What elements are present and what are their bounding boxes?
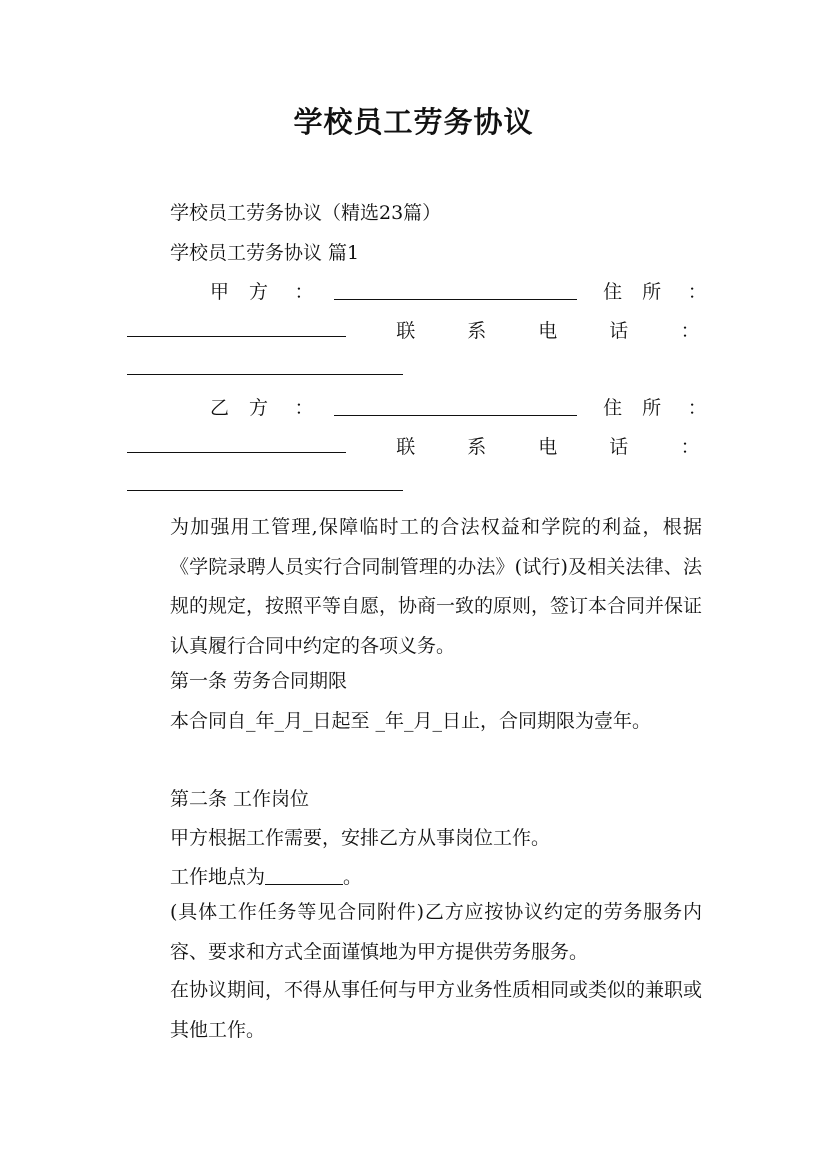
party-a-address-field (127, 316, 346, 337)
party-b-address-field (127, 432, 346, 453)
article-2-title: 第二条 工作岗位 (170, 788, 310, 810)
article-1-text: 本合同自_年_月_日起至 _年_月_日止，合同期限为壹年。 (170, 710, 652, 732)
party-b-address-colon: ： (687, 397, 707, 419)
party-a-address-label: 住所 (603, 281, 682, 303)
party-b-address-label: 住所 (603, 397, 682, 419)
party-b-phone-colon: ： (680, 436, 700, 458)
article-1-title: 第一条 劳务合同期限 (170, 670, 348, 692)
party-b-phone-field (127, 470, 403, 491)
article-1-paragraph (127, 702, 702, 742)
party-a-phone-field (127, 354, 403, 375)
party-b-phone-line (127, 470, 700, 494)
party-b-label: 乙方 (210, 397, 289, 419)
party-a-phone-line (127, 354, 700, 378)
party-b-name-field (334, 395, 577, 416)
article-2-p3: (具体工作任务等见合同附件)乙方应按协议约定的劳务服务内容、要求和方式全面谨慎地为甲方提供劳务服务。 (170, 901, 702, 963)
document-title: 学校员工劳务协议 (293, 105, 534, 139)
subtitle: 学校员工劳务协议（精选23篇） (170, 202, 442, 224)
article-2-p4: 在协议期间，不得从事任何与甲方业务性质相同或类似的兼职或其他工作。 (170, 979, 703, 1041)
article-2-p3-paragraph (127, 893, 702, 972)
party-b-phone-label: 联系电话 (396, 436, 681, 458)
party-a-address-colon: ： (687, 281, 707, 303)
article-2-p1: 甲方根据工作需要，安排乙方从事岗位工作。 (170, 827, 551, 849)
party-a-phone-label: 联系电话 (396, 320, 681, 342)
party-a-colon: ： (294, 281, 314, 303)
work-location-field (265, 864, 343, 885)
work-location-suffix: 。 (343, 866, 363, 888)
party-a-label: 甲方 (210, 281, 289, 303)
party-b-phone-row (127, 432, 700, 459)
party-a-phone-row (127, 316, 700, 343)
party-b-colon: ： (294, 397, 314, 419)
article-2-p2 (127, 862, 743, 889)
article-2-p4-paragraph (127, 971, 702, 1050)
party-a-row (127, 277, 707, 304)
work-location-label: 工作地点为 (170, 866, 266, 888)
party-a-name-field (334, 279, 577, 300)
party-b-row (127, 393, 707, 420)
party-a-phone-colon: ： (680, 320, 700, 342)
intro-text: 为加强用工管理,保障临时工的合法权益和学院的利益，根据《学院录聘人员实行合同制管理的办法》(试行)及相关法律、法规的规定，按照平等自愿，协商一致的原则，签订本合同并保证认真履行合同中约定的各项义务。 (170, 516, 703, 657)
chapter-heading: 学校员工劳务协议 篇1 (170, 242, 360, 264)
intro-paragraph (127, 508, 702, 666)
